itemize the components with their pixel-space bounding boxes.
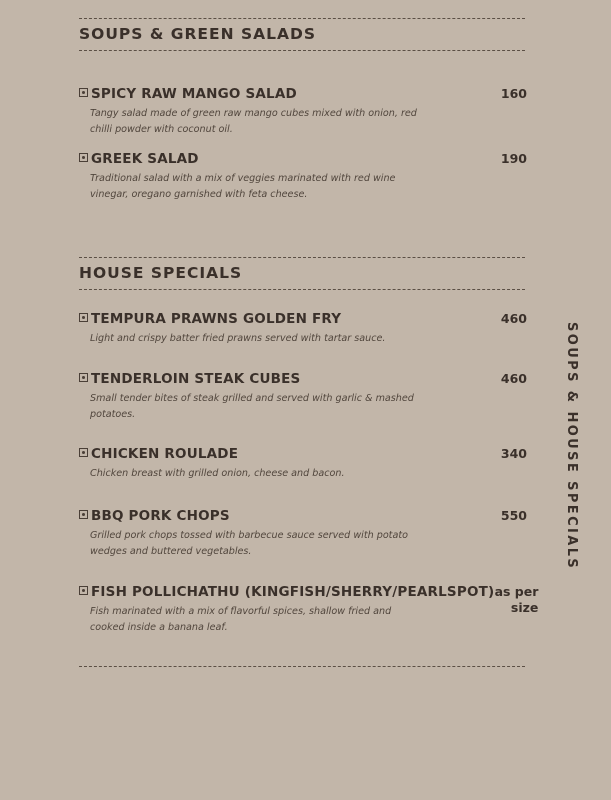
item-name: GREEK SALAD (91, 151, 199, 167)
menu-item-tempura-prawns (79, 311, 527, 347)
menu-item-bbq-pork-chops (79, 508, 527, 560)
food-type-icon (79, 88, 88, 97)
item-price: 340 (500, 446, 527, 461)
item-description: Fish marinated with a mix of flavorful spices, shallow fried and cooked inside a banana leaf. (90, 606, 392, 633)
menu-item-tenderloin-steak-cubes (79, 371, 527, 423)
item-price: 460 (500, 371, 527, 386)
item-name: BBQ PORK CHOPS (91, 508, 230, 524)
food-type-icon (79, 153, 88, 162)
item-name: SPICY RAW MANGO SALAD (91, 86, 297, 102)
menu-item-fish-pollichathu (79, 584, 539, 636)
item-description: Light and crispy batter fried prawns served with tartar sauce. (90, 333, 386, 344)
food-type-icon (79, 373, 88, 382)
section-title-house-specials: HOUSE SPECIALS (79, 264, 243, 282)
divider-top (79, 18, 525, 19)
menu-item-greek-salad (79, 151, 527, 203)
item-description: Grilled pork chops tossed with barbecue sauce served with potato wedges and buttered vegetables. (90, 530, 408, 557)
divider (79, 289, 525, 290)
divider (79, 257, 525, 258)
divider-bottom (79, 666, 525, 667)
item-price: 160 (500, 86, 527, 101)
divider (79, 50, 525, 51)
item-name: TENDERLOIN STEAK CUBES (91, 371, 301, 387)
food-type-icon (79, 510, 88, 519)
item-name: TEMPURA PRAWNS GOLDEN FRY (91, 311, 342, 327)
food-type-icon (79, 313, 88, 322)
section-title-soups-salads: SOUPS & GREEN SALADS (79, 25, 317, 43)
item-price: 460 (500, 311, 527, 326)
item-name: CHICKEN ROULADE (91, 446, 239, 462)
menu-item-chicken-roulade (79, 446, 527, 482)
item-description: Tangy salad made of green raw mango cubes mixed with onion, red chilli powder with coconut oil. (90, 108, 417, 135)
item-price: 190 (500, 151, 527, 166)
item-description: Traditional salad with a mix of veggies marinated with red wine vinegar, oregano garnished with feta cheese. (90, 173, 396, 200)
item-description: Chicken breast with grilled onion, cheese and bacon. (90, 468, 345, 479)
item-name: FISH POLLICHATHU (KINGFISH/SHERRY/PEARLSPOT) (91, 584, 495, 600)
item-description: Small tender bites of steak grilled and served with garlic & mashed potatoes. (90, 393, 414, 420)
food-type-icon (79, 586, 88, 595)
item-price: 550 (500, 508, 527, 523)
item-price: as per size (494, 584, 539, 615)
page-side-label: SOUPS & HOUSE SPECIALS (564, 322, 579, 571)
food-type-icon (79, 448, 88, 457)
menu-item-spicy-raw-mango-salad (79, 86, 527, 138)
